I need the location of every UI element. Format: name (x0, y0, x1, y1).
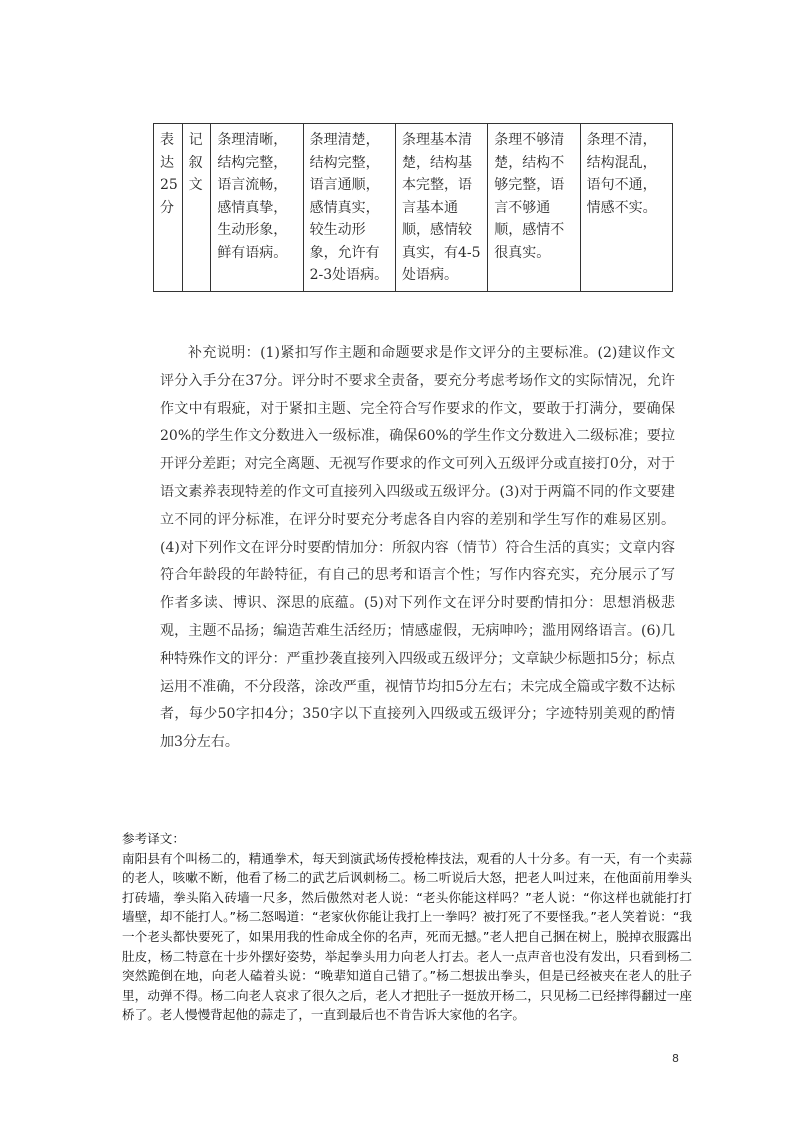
scoring-rubric-table (153, 123, 673, 292)
translation-heading: 参考译文： (122, 831, 185, 846)
supplementary-notes: 补充说明：(1)紧扣写作主题和命题要求是作文评分的主要标准。(2)建议作文评分入手分在37分。评分时不要求全责备，要充分考虑考场作文的实际情况，允许作文中有瑕疵，对于紧扣主题、完全符合写作要求的作文，要敢于打满分，要确保20%的学生作文分数进入一级标准，确保60%的学生作文分数进入二级标准；要拉开评分差距；对完全离题、无视写作要求的作文可列入五级评分或直接打0分，对于语文素养表现特差的作文可直接列入四级或五级评分。(3)对于两篇不同的作文要建立不同的评分标准，在评分时要充分考虑各自内容的差别和学生写作的难易区别。(4)对下列作文在评分时要酌情加分：所叙内容（情节）符合生活的真实；文章内容符合年龄段的年龄特征，有自己的思考和语言个性；写作内容充实，充分展示了写作者多读、博识、深思的底蕴。(5)对下列作文在评分时要酌情扣分：思想消极悲观，主题不品扬；编造苦难生活经历；情感虚假，无病呻吟；滥用网络语言。(6)几种特殊作文的评分：严重抄袭直接列入四级或五级评分；文章缺少标题扣5分；标点运用不准确，不分段落，涂改严重，视情节均扣5分左右；未完成全篇或字数不达标者，每少50字扣4分；350字以下直接列入四级或五级评分；字迹特别美观的酌情加3分左右。 (160, 345, 675, 751)
rubric-band-3-cell: 条理基本清楚，结构基本完整，语言基本通顺，感情较真实，有4-5处语病。 (395, 124, 487, 292)
rubric-band-4-cell: 条理不够清楚，结构不够完整，语言不够通顺，感情不很真实。 (488, 124, 580, 292)
translation-body: 南阳县有个叫杨二的，精通拳术，每天到演武场传授枪棒技法，观看的人十分多。有一天，有一个卖蒜的老人，咳嗽不断，他看了杨二的武艺后讽刺杨二。杨二听说后大怒，把老人叫过来，在他面前用拳头打砖墙，拳头陷入砖墙一尺多，然后傲然对老人说：“老头你能这样吗？”老人说：“你这样也就能打打墙壁，却不能打人。”杨二怒喝道：“老家伙你能让我打上一拳吗？被打死了不要怪我。”老人笑着说：“我一个老头都快要死了，如果用我的性命成全你的名声，死而无撼。”老人把自己捆在树上，脱掉衣服露出肚皮，杨二特意在十步外摆好姿势，举起拳头用力向老人打去。老人一点声音也没有发出，只看到杨二突然跪倒在地，向老人磕着头说：“晚辈知道自己错了。”杨二想拔出拳头，但是已经被夹在老人的肚子里，动弹不得。杨二向老人哀求了很久之后，老人才把肚子一挺放开杨二，只见杨二已经摔得翻过一座桥了。老人慢慢背起他的蒜走了，一直到最后也不肯告诉大家他的名字。 (122, 850, 692, 1023)
reference-translation (122, 829, 692, 1025)
rubric-type-cell: 记叙文 (182, 124, 211, 292)
rubric-category-cell: 表达25分 (154, 124, 183, 292)
rubric-row-expression (154, 124, 673, 292)
rubric-band-5-cell: 条理不清，结构混乱，语句不通，情感不实。 (580, 124, 672, 292)
rubric-band-2-cell: 条理清楚，结构完整，语言通顺，感情真实，较生动形象，允许有2-3处语病。 (303, 124, 395, 292)
page-number: 8 (672, 1052, 679, 1065)
rubric-band-1-cell: 条理清晰，结构完整，语言流畅，感情真挚，生动形象，鲜有语病。 (211, 124, 303, 292)
